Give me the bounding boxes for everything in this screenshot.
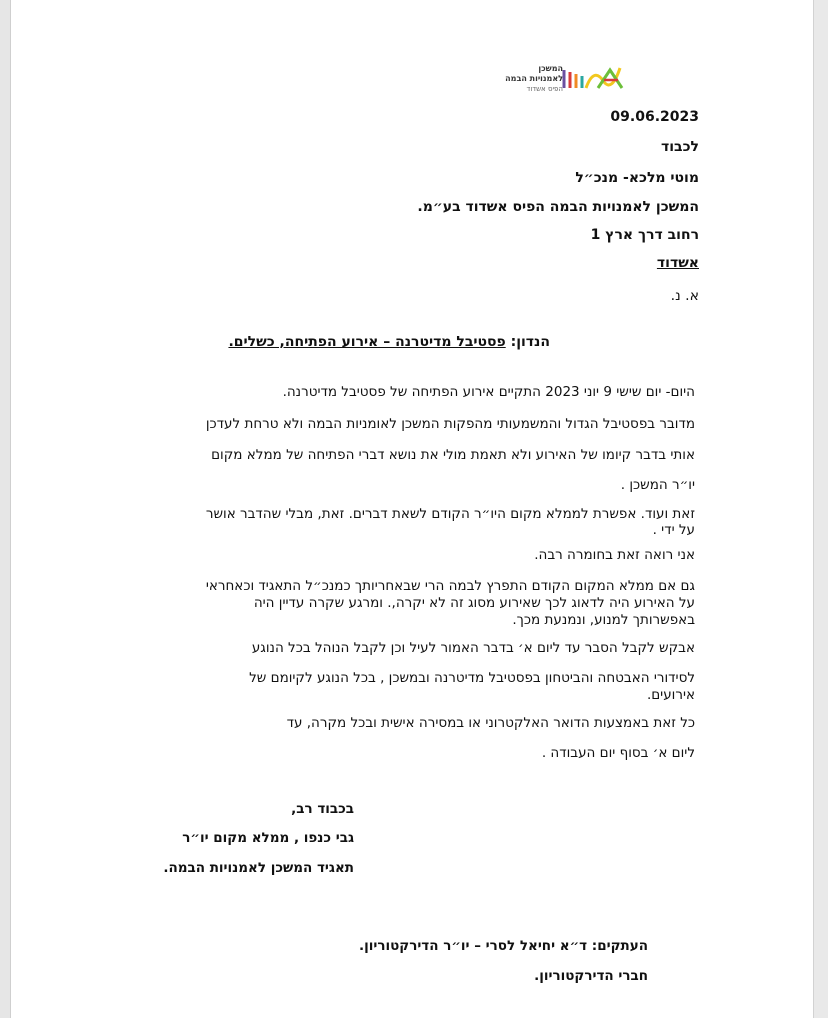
organization-logo bbox=[505, 62, 630, 102]
logo-line-1: המשכן bbox=[538, 64, 563, 73]
cc-line-2: חברי הדירקטוריון. bbox=[534, 968, 648, 984]
subject-line bbox=[130, 333, 550, 351]
subject-label: הנדון: bbox=[510, 334, 550, 350]
recipient-organization: המשכן לאמנויות הבמה הפיס אשדוד בע״מ. bbox=[417, 199, 699, 215]
body-line: על ידי . bbox=[652, 522, 695, 538]
body-line: מדובר בפסטיבל הגדול והמשמעותי מהפקות המשכן לאומניות הבמה ולא טרחת לעדכן bbox=[205, 416, 695, 432]
body-line: כל זאת באמצעות הדואר האלקטרוני או במסירה אישית ובכל מקרה, עד bbox=[286, 715, 695, 731]
body-line: ליום א׳ בסוף יום העבודה . bbox=[541, 745, 695, 761]
logo-line-3: הפיס אשדוד bbox=[526, 85, 563, 93]
logo-mark-icon bbox=[562, 62, 630, 96]
subject-text: פסטיבל מדיטרנה – אירוע הפתיחה, כשלים. bbox=[228, 334, 506, 350]
signature-title: תאגיד המשכן לאמנויות הבמה. bbox=[163, 860, 354, 876]
logo-text bbox=[505, 64, 563, 94]
body-line: יו״ר המשכן . bbox=[620, 477, 695, 493]
recipient-name: מוטי מלכא- מנכ״ל bbox=[575, 170, 699, 186]
body-line: על האירוע היה לדאוג לכך שאירוע מסוג זה לא יקרה,. ומרגע שקרה עדיין היה bbox=[253, 595, 695, 611]
to-line: לכבוד bbox=[661, 139, 699, 155]
body-line: אבקש לקבל הסבר עד ליום א׳ בדבר האמור לעיל וכן לקבל הנוהל בכל הנוגע bbox=[251, 640, 695, 656]
salutation: א. נ. bbox=[670, 288, 699, 304]
signature-name: גבי כנפו , ממלא מקום יו״ר bbox=[182, 830, 354, 846]
body-line: לסידורי האבטחה והביטחון בפסטיבל מדיטרנה ובמשכן , בכל הנוגע לקיומם של bbox=[249, 670, 695, 686]
body-line: גם אם ממלא המקום הקודם התפרץ לבמה הרי שבאחריותך כמנכ״ל התאגיד וכאחראי bbox=[205, 578, 695, 594]
body-line: אירועים. bbox=[646, 687, 695, 703]
cc-line-1: העתקים: ד״א יחיאל לסרי – יו״ר הדירקטוריון. bbox=[358, 938, 648, 954]
body-line: אותי בדבר קיומו של האירוע ולא תאמת מולי את נושא דברי הפתיחה של ממלא מקום bbox=[211, 447, 695, 463]
body-line: אני רואה זאת בחומרה רבה. bbox=[534, 547, 695, 563]
body-line: היום- יום שישי 9 יוני 2023 התקיים אירוע הפתיחה של פסטיבל מדיטרנה. bbox=[282, 384, 695, 400]
signature-closing: בכבוד רב, bbox=[291, 801, 354, 817]
left-scan-edge-line bbox=[10, 0, 11, 1018]
right-scan-edge-line bbox=[813, 0, 814, 1018]
body-line: באפשרותך למנוע, ונמנעת מכך. bbox=[512, 612, 695, 628]
recipient-street: רחוב דרך ארץ 1 bbox=[590, 227, 699, 243]
letter-date: 09.06.2023 bbox=[610, 109, 699, 125]
body-line: זאת ועוד. אפשרת לממלא מקום היו״ר הקודם לשאת דברים. זאת, מבלי שהדבר אושר bbox=[205, 506, 695, 522]
left-scan-edge bbox=[0, 0, 10, 1018]
recipient-city: אשדוד bbox=[656, 255, 699, 271]
logo-line-2: לאמנויות הבמה bbox=[505, 74, 563, 83]
right-scan-edge bbox=[814, 0, 828, 1018]
